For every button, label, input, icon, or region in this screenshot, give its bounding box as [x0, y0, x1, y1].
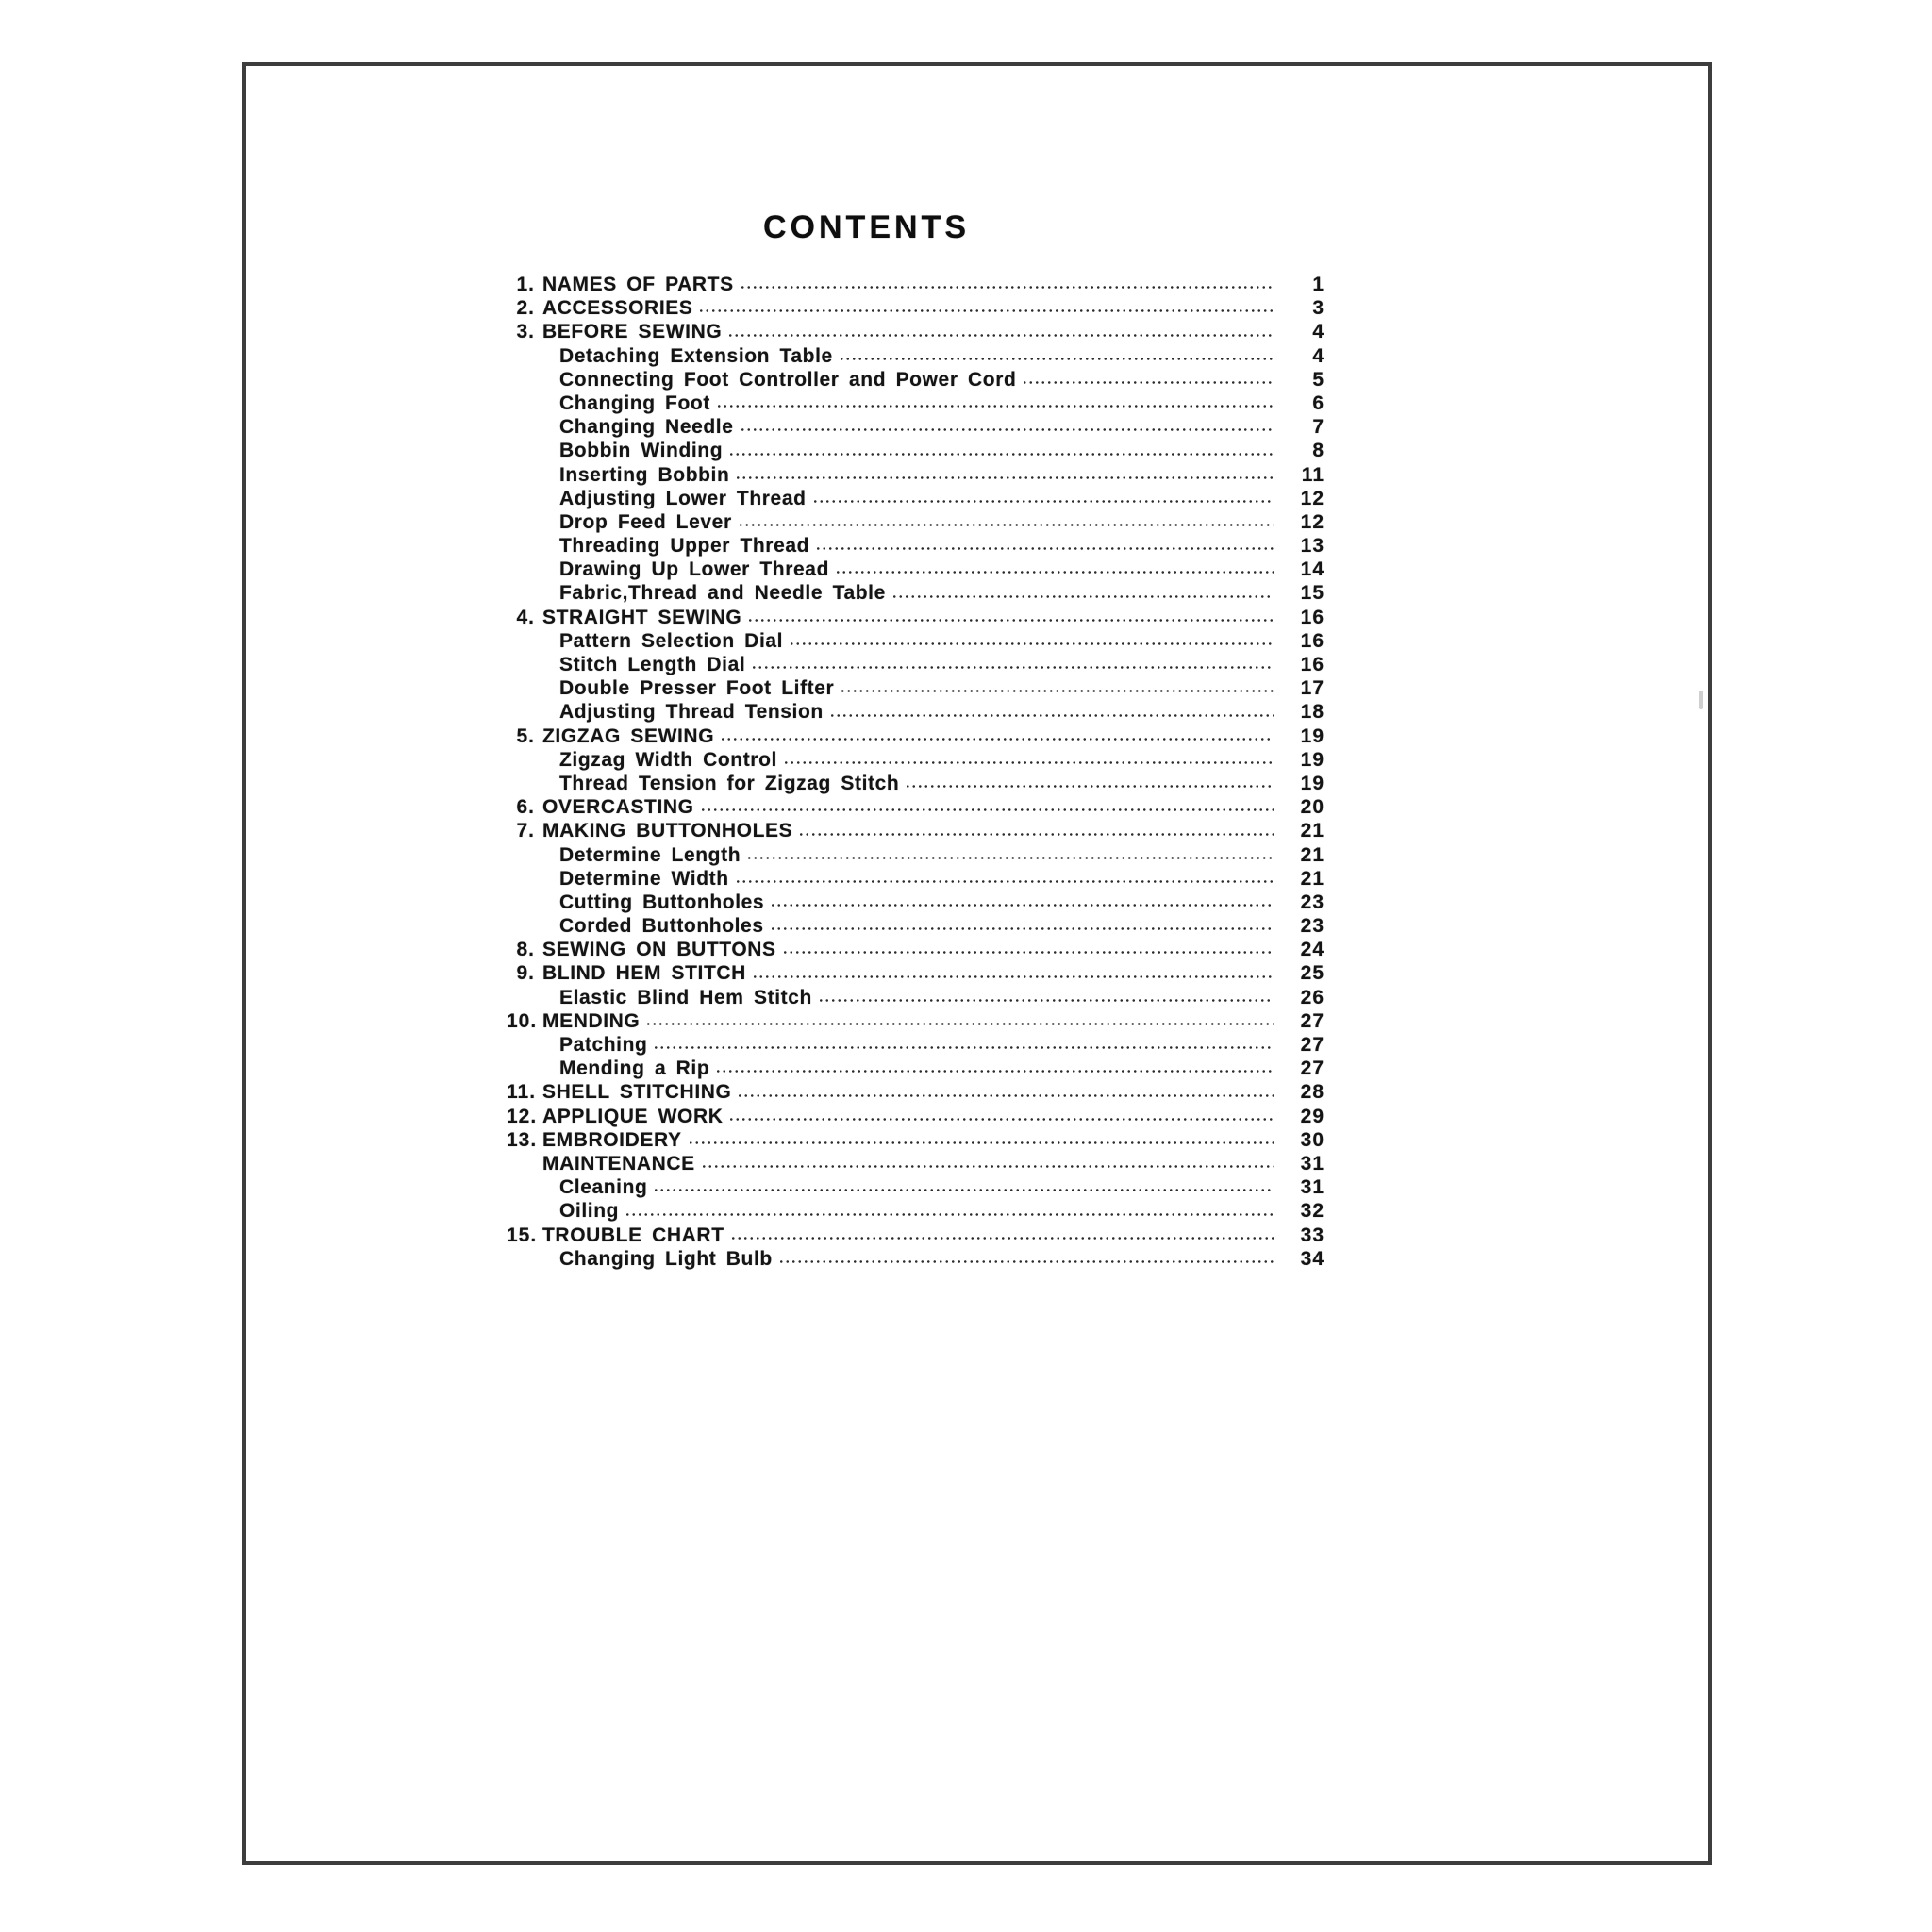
toc-row [507, 629, 1324, 653]
toc-entry-number: 1. [516, 274, 535, 295]
toc-dot-leader [740, 284, 1274, 291]
toc-entry-label: TROUBLE CHART [542, 1224, 724, 1246]
toc-row [507, 914, 1324, 938]
toc-entry-label: ZIGZAG SEWING [542, 724, 715, 747]
toc-entry-label: Determine Length [559, 843, 741, 866]
toc-row [507, 581, 1324, 605]
toc-entry-page: 6 [1312, 391, 1324, 414]
toc-entry-page: 11 [1301, 463, 1324, 486]
toc-entry-page: 33 [1300, 1224, 1324, 1246]
toc-row [507, 534, 1324, 558]
toc-row [507, 439, 1324, 462]
toc-entry-label: Thread Tension for Zigzag Stitch [559, 772, 900, 794]
toc-entry-page: 20 [1300, 796, 1324, 819]
toc-entry-number: 6. [516, 796, 535, 819]
toc-row [507, 463, 1324, 487]
toc-dot-leader [829, 712, 1274, 719]
toc-entry-page: 17 [1300, 677, 1324, 700]
toc-entry-label: EMBROIDERY [542, 1128, 682, 1151]
toc-dot-leader [728, 1116, 1274, 1123]
scan-artifact-mark [1699, 691, 1703, 709]
toc-row [507, 1057, 1324, 1080]
toc-entry-page: 24 [1300, 939, 1324, 961]
toc-row [507, 1009, 1324, 1033]
toc-entry-label: Drop Feed Lever [559, 510, 732, 533]
toc-entry-page: 30 [1300, 1128, 1324, 1151]
toc-dot-leader [839, 356, 1274, 362]
toc-dot-leader [746, 855, 1274, 861]
toc-dot-leader [783, 759, 1274, 766]
toc-entry-number: 12. [507, 1105, 538, 1127]
toc-entry-number: 8. [516, 939, 535, 961]
toc-dot-leader [625, 1211, 1274, 1218]
toc-row [507, 700, 1324, 724]
toc-entry-page: 27 [1300, 1034, 1324, 1056]
toc-dot-leader [727, 332, 1274, 339]
toc-entry-page: 1 [1312, 274, 1324, 295]
toc-entry-label: Adjusting Lower Thread [559, 487, 807, 509]
toc-entry-number: 5. [516, 724, 535, 747]
toc-row [507, 986, 1324, 1009]
toc-dot-leader [770, 925, 1274, 932]
toc-entry-label: Pattern Selection Dial [559, 629, 784, 652]
toc-dot-leader [835, 569, 1274, 575]
toc-dot-leader [653, 1044, 1274, 1051]
toc-dot-leader [812, 498, 1274, 505]
toc-dot-leader [645, 1021, 1274, 1027]
toc-dot-leader [815, 545, 1274, 552]
toc-row [507, 1175, 1324, 1199]
toc-dot-leader [751, 664, 1274, 671]
toc-entry-page: 34 [1300, 1247, 1324, 1270]
toc-dot-leader [798, 831, 1274, 838]
toc-entry-page: 19 [1300, 724, 1324, 747]
toc-entry-page: 23 [1300, 915, 1324, 938]
toc-dot-leader [740, 426, 1274, 433]
toc-dot-leader [653, 1187, 1274, 1193]
toc-row [507, 1152, 1324, 1175]
toc-entry-label: Threading Upper Thread [559, 535, 810, 558]
toc-entry-label: MAINTENANCE [542, 1152, 695, 1174]
toc-row [507, 724, 1324, 748]
toc-entry-label: SEWING ON BUTTONS [542, 939, 776, 961]
toc-row [507, 748, 1324, 772]
toc-row [507, 1247, 1324, 1271]
toc-row [507, 676, 1324, 700]
table-of-contents [507, 273, 1324, 1271]
toc-entry-label: APPLIQUE WORK [542, 1105, 724, 1127]
toc-entry-page: 4 [1312, 321, 1324, 343]
toc-dot-leader [730, 1235, 1274, 1241]
toc-dot-leader [818, 997, 1274, 1004]
toc-entry-page: 29 [1300, 1105, 1324, 1127]
toc-entry-label: MAKING BUTTONHOLES [542, 820, 793, 842]
toc-row [507, 1033, 1324, 1057]
toc-dot-leader [688, 1140, 1274, 1146]
toc-entry-page: 14 [1300, 558, 1324, 581]
toc-row [507, 296, 1324, 320]
toc-dot-leader [698, 308, 1274, 314]
scanned-manual-page [242, 62, 1712, 1865]
toc-entry-label: Cleaning [559, 1176, 648, 1199]
toc-entry-label: Changing Foot [559, 391, 710, 414]
toc-entry-label: ACCESSORIES [542, 297, 693, 320]
toc-entry-label: SHELL STITCHING [542, 1081, 732, 1104]
toc-row [507, 320, 1324, 343]
toc-row [507, 487, 1324, 510]
toc-row [507, 273, 1324, 296]
toc-entry-label: BEFORE SEWING [542, 321, 723, 343]
toc-dot-leader [701, 1163, 1274, 1170]
toc-entry-label: Stitch Length Dial [559, 654, 746, 675]
toc-dot-leader [735, 475, 1274, 481]
toc-entry-label: Determine Width [559, 867, 729, 890]
toc-row [507, 606, 1324, 629]
toc-dot-leader [728, 451, 1274, 458]
toc-entry-page: 3 [1312, 297, 1324, 320]
toc-entry-label: Mending a Rip [559, 1058, 710, 1080]
toc-entry-label: MENDING [542, 1009, 641, 1032]
toc-entry-page: 16 [1300, 629, 1324, 652]
toc-entry-page: 25 [1300, 962, 1324, 985]
toc-row [507, 795, 1324, 819]
toc-row [507, 843, 1324, 867]
toc-entry-page: 21 [1300, 843, 1324, 866]
toc-entry-page: 21 [1300, 820, 1324, 842]
toc-entry-label: Oiling [559, 1200, 620, 1223]
toc-dot-leader [891, 593, 1274, 600]
toc-entry-page: 8 [1312, 440, 1324, 462]
toc-row [507, 1105, 1324, 1128]
toc-entry-page: 19 [1300, 748, 1324, 771]
toc-entry-page: 31 [1300, 1152, 1324, 1174]
toc-entry-page: 32 [1300, 1200, 1324, 1223]
toc-entry-page: 31 [1300, 1176, 1324, 1199]
toc-dot-leader [905, 783, 1274, 790]
toc-entry-label: Adjusting Thread Tension [559, 701, 824, 724]
toc-entry-page: 13 [1300, 535, 1324, 558]
toc-entry-page: 18 [1300, 701, 1324, 724]
toc-entry-label: Bobbin Winding [559, 440, 724, 462]
toc-entry-number: 4. [516, 606, 535, 628]
toc-row [507, 938, 1324, 961]
toc-entry-page: 15 [1300, 582, 1324, 605]
toc-row [507, 961, 1324, 985]
toc-entry-number: 9. [516, 962, 535, 985]
toc-dot-leader [1022, 379, 1274, 386]
toc-entry-page: 12 [1300, 487, 1324, 509]
toc-entry-label: Drawing Up Lower Thread [559, 558, 829, 581]
toc-entry-page: 27 [1300, 1009, 1324, 1032]
toc-entry-page: 16 [1300, 606, 1324, 628]
toc-row [507, 867, 1324, 891]
toc-entry-label: OVERCASTING [542, 796, 694, 819]
toc-entry-label: Double Presser Foot Lifter [559, 677, 835, 700]
toc-entry-label: Zigzag Width Control [559, 748, 777, 771]
toc-entry-page: 4 [1312, 344, 1324, 367]
toc-entry-page: 19 [1300, 772, 1324, 794]
toc-entry-label: Elastic Blind Hem Stitch [559, 986, 812, 1008]
toc-entry-label: Detaching Extension Table [559, 344, 833, 367]
toc-row [507, 819, 1324, 842]
toc-row [507, 891, 1324, 914]
toc-dot-leader [770, 902, 1274, 908]
toc-row [507, 1080, 1324, 1104]
toc-dot-leader [789, 641, 1274, 647]
toc-entry-label: Changing Needle [559, 416, 734, 439]
toc-row [507, 510, 1324, 534]
toc-row [507, 415, 1324, 439]
toc-row [507, 1224, 1324, 1247]
toc-dot-leader [778, 1258, 1274, 1265]
toc-row [507, 344, 1324, 368]
toc-entry-page: 12 [1300, 510, 1324, 533]
toc-entry-page: 21 [1300, 867, 1324, 890]
toc-entry-number: 13. [507, 1128, 538, 1151]
toc-entry-page: 27 [1300, 1058, 1324, 1080]
toc-entry-number: 15. [507, 1224, 538, 1246]
toc-row [507, 1199, 1324, 1223]
toc-row [507, 558, 1324, 581]
toc-dot-leader [840, 688, 1274, 694]
toc-dot-leader [716, 403, 1274, 409]
toc-dot-leader [782, 949, 1274, 956]
toc-entry-label: Cutting Buttonholes [559, 891, 765, 913]
toc-entry-number: 11. [507, 1081, 537, 1104]
toc-entry-page: 5 [1312, 368, 1324, 391]
toc-entry-page: 28 [1300, 1081, 1324, 1104]
page-title: CONTENTS [763, 209, 970, 245]
toc-entry-page: 26 [1300, 986, 1324, 1008]
toc-row [507, 391, 1324, 415]
toc-entry-label: BLIND HEM STITCH [542, 962, 746, 985]
toc-entry-label: Inserting Bobbin [559, 463, 730, 486]
toc-entry-page: 16 [1300, 654, 1324, 675]
toc-dot-leader [747, 617, 1274, 624]
toc-dot-leader [738, 522, 1274, 528]
toc-entry-label: Fabric,Thread and Needle Table [559, 582, 886, 605]
toc-dot-leader [735, 878, 1274, 885]
toc-entry-number: 2. [516, 297, 535, 320]
toc-dot-leader [715, 1068, 1274, 1074]
toc-dot-leader [752, 974, 1274, 980]
toc-row [507, 772, 1324, 795]
toc-entry-label: Connecting Foot Controller and Power Cord [559, 368, 1017, 391]
toc-entry-label: STRAIGHT SEWING [542, 606, 742, 628]
toc-dot-leader [737, 1092, 1274, 1099]
toc-entry-page: 23 [1300, 891, 1324, 913]
toc-entry-label: Changing Light Bulb [559, 1247, 773, 1270]
toc-row [507, 368, 1324, 391]
toc-row [507, 1128, 1324, 1152]
toc-entry-number: 10. [507, 1009, 538, 1032]
toc-entry-page: 7 [1312, 416, 1324, 439]
toc-entry-number: 3. [516, 321, 535, 343]
toc-entry-label: Patching [559, 1034, 648, 1056]
toc-dot-leader [700, 807, 1274, 813]
toc-entry-number: 7. [516, 820, 535, 842]
toc-dot-leader [720, 736, 1274, 742]
toc-entry-label: Corded Buttonholes [559, 915, 764, 938]
toc-row [507, 653, 1324, 676]
toc-entry-label: NAMES OF PARTS [542, 274, 734, 295]
